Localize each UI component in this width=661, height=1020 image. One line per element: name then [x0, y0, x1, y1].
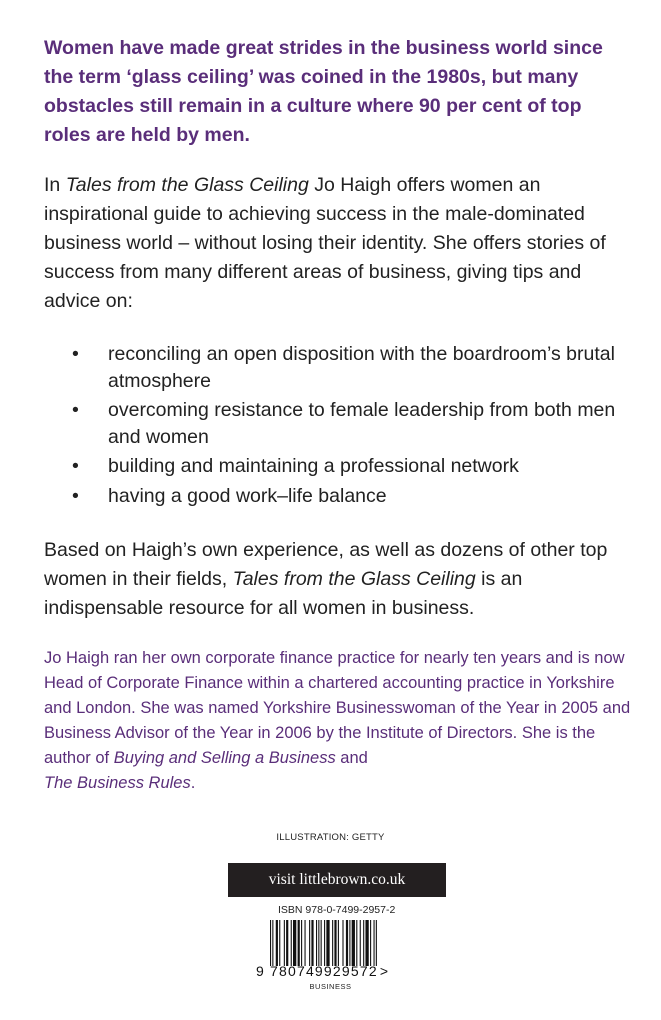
- book-title: Tales from the Glass Ceiling: [232, 568, 476, 590]
- visit-label: visit littlebrown.co.uk: [268, 871, 406, 888]
- isbn-text: ISBN 978-0-7499-2957-2: [278, 904, 396, 916]
- bio-text: Jo Haigh ran her own corporate finance practice for nearly ten years and is now Head of Corporate Finance within a chartered accounting practice in Yorkshire and London. She was named Yorkshire Businesswoman of the Year in 2005 and Business Advisor of the Year in 2006 by the Institute of Directors. She is the author of: [44, 649, 631, 767]
- tip-text: overcoming resistance to female leadership from both men and women: [108, 399, 616, 448]
- publisher-website-link[interactable]: [228, 863, 446, 897]
- bullet-icon: •: [72, 455, 79, 477]
- intro-paragraph: [44, 171, 624, 316]
- intro-rest: Jo Haigh offers women an inspirational guide to achieving success in the male-dominated business world – without losing their identity. She offers stories of success from many different areas of business, giving tips and advice on:: [44, 174, 606, 312]
- list-item: [44, 341, 624, 394]
- barcode-icon: [270, 920, 414, 966]
- list-item: [44, 397, 624, 450]
- outro-prefix: Based on Haigh’s own experience, as well as dozens of other top women in their fields,: [44, 539, 608, 590]
- bullet-icon: •: [72, 399, 79, 421]
- barcode-lead-digit: 9: [256, 963, 264, 979]
- bio-and: and: [335, 749, 368, 767]
- list-item: [44, 453, 624, 480]
- tip-text: building and maintaining a professional network: [108, 455, 519, 477]
- bullet-icon: •: [72, 343, 79, 365]
- bio-book-2: The Business Rules: [44, 774, 191, 792]
- bio-end: .: [190, 774, 196, 792]
- tips-list: [44, 341, 624, 512]
- tip-text: reconciling an open disposition with the boardroom’s brutal atmosphere: [108, 343, 615, 392]
- intro-prefix: In: [44, 174, 66, 196]
- bullet-icon: •: [72, 484, 79, 507]
- list-item: [44, 483, 624, 510]
- author-bio: [44, 646, 634, 796]
- tip-text: having a good work–life balance: [108, 484, 387, 507]
- barcode-number: 780749929572: [270, 963, 378, 979]
- barcode-digits: [256, 963, 418, 979]
- category-label: BUSINESS: [309, 982, 352, 991]
- barcode-arrow: >: [379, 963, 389, 979]
- book-title: Tales from the Glass Ceiling: [65, 174, 309, 196]
- outro-paragraph: [44, 536, 624, 623]
- bio-book-1: Buying and Selling a Business: [113, 749, 336, 767]
- cover-blurb: Women have made great strides in the business world since the term ‘glass ceiling’ was coined in the 1980s, but many obstacles still remain in a culture where 90 per cent of top roles are held by men.: [44, 37, 603, 146]
- illustration-credit: ILLUSTRATION: GETTY: [276, 832, 385, 843]
- outro-rest: is an indispensable resource for all women in business.: [44, 568, 523, 619]
